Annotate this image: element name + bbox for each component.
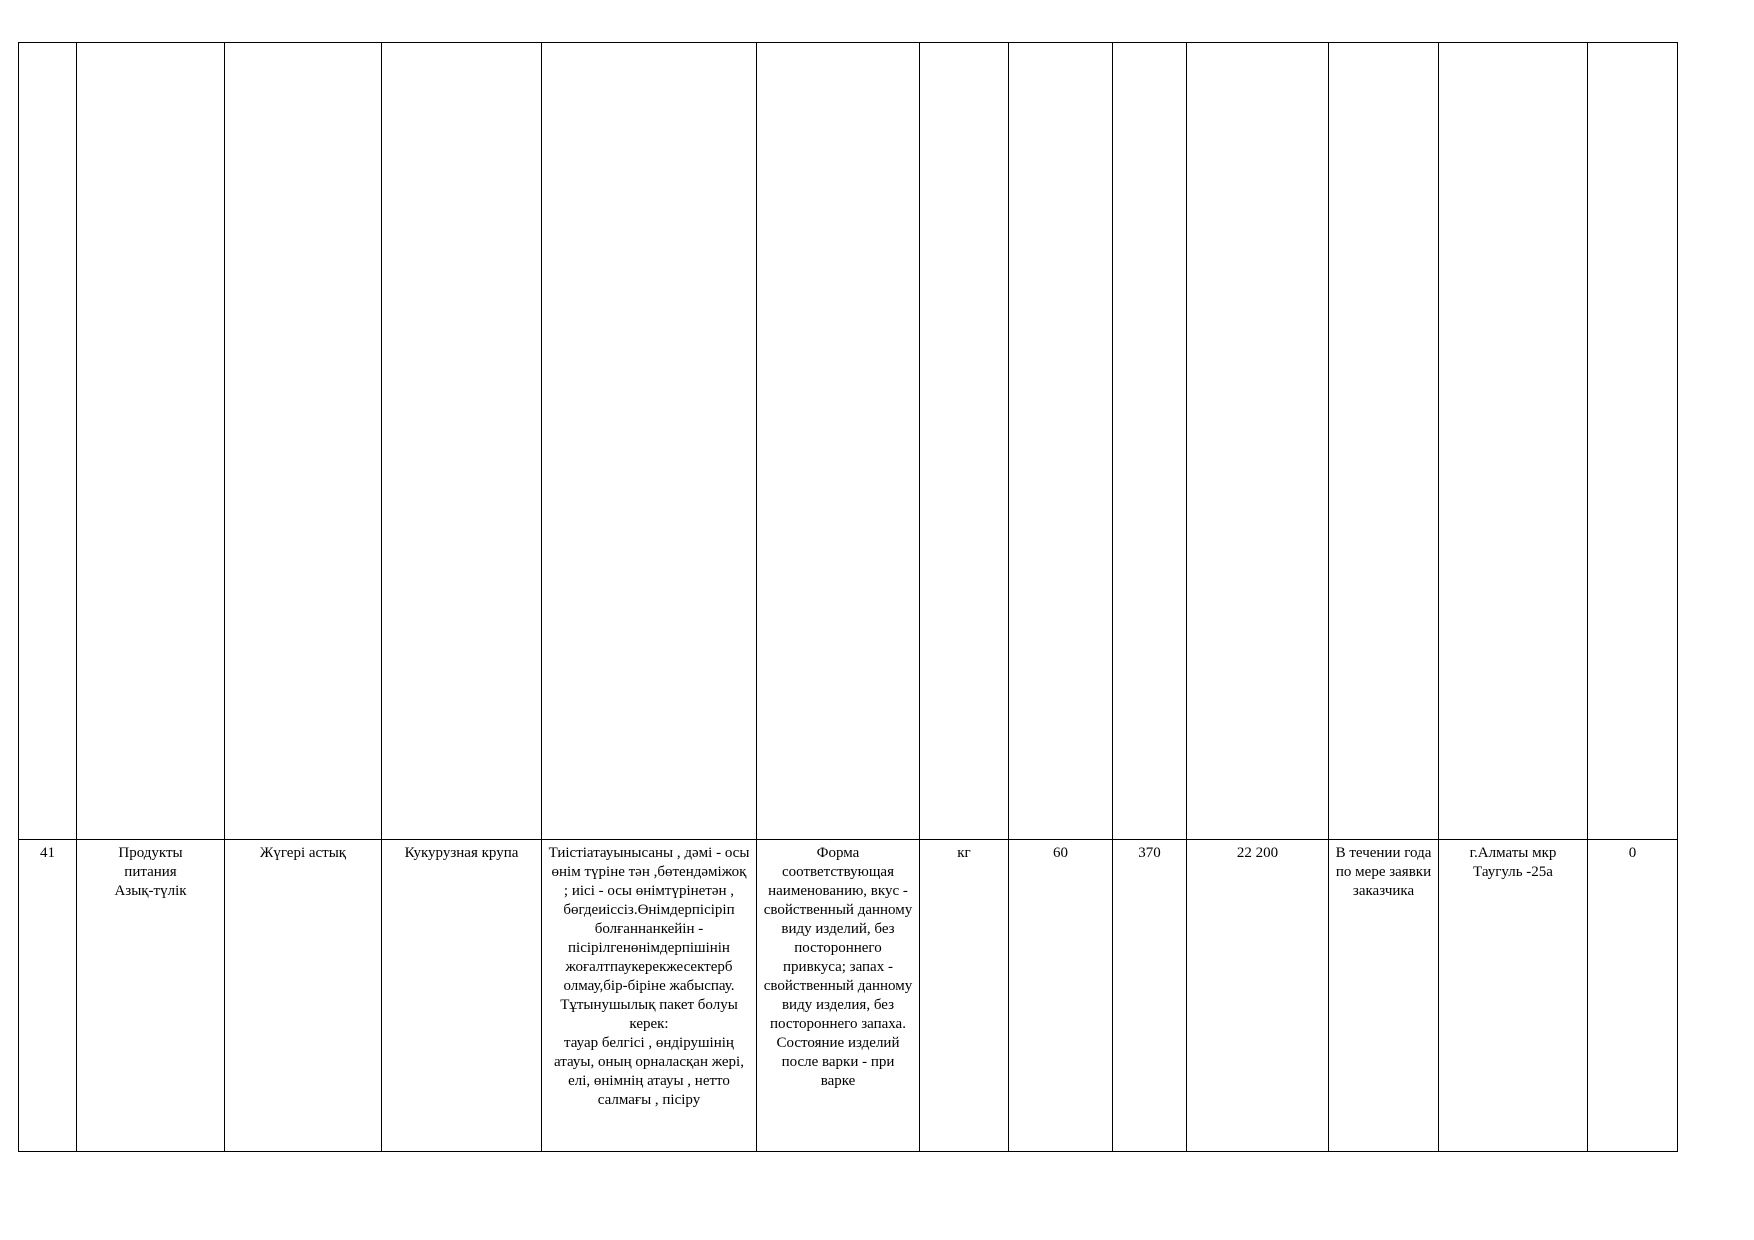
table-cell-empty xyxy=(1009,43,1113,840)
table-cell-empty xyxy=(77,43,225,840)
category-cell xyxy=(77,840,225,1152)
price: 370 xyxy=(1138,845,1161,861)
table-cell-empty xyxy=(1113,43,1187,840)
unit-cell xyxy=(920,840,1009,1152)
table-cell-empty xyxy=(382,43,542,840)
row-number: 41 xyxy=(40,845,55,861)
price-cell xyxy=(1113,840,1187,1152)
unit: кг xyxy=(957,845,971,861)
name-kz-cell xyxy=(225,840,382,1152)
name-ru-cell xyxy=(382,840,542,1152)
table-cell-empty xyxy=(920,43,1009,840)
spec-kz-cell xyxy=(542,840,757,1152)
spec-kz: Тиістіатауынысаны , дәмі - осы өнім түріне тән ,бөтендәміжоқ ; иісі - осы өнімтүрінетән , бөгдеиіссіз.Өнімдерпісіріп болғаннанкейін - пісірілгенөнімдерпішінін жоғалтпаукерекжесектерб олмау,бір-біріне жабыспау. Тұтынушылық пакет болуы керек: тауар белгісі , өндірушінің атауы, оның орналасқан жері, елі, өнімнің атауы , нетто салмағы , пісіру xyxy=(548,845,750,1108)
place-cell xyxy=(1439,840,1588,1152)
table-cell-empty xyxy=(1439,43,1588,840)
sum-cell xyxy=(1187,840,1329,1152)
sum: 22 200 xyxy=(1236,845,1279,861)
table-cell-empty xyxy=(1329,43,1439,840)
table-cell-empty xyxy=(542,43,757,840)
table-cell-empty xyxy=(225,43,382,840)
table-cell-empty xyxy=(1187,43,1329,840)
table-row xyxy=(19,840,1678,1152)
delivery-term: В течении года по мере заявки заказчика xyxy=(1335,845,1432,899)
name-kz: Жүгері астық xyxy=(259,845,347,861)
term-cell xyxy=(1329,840,1439,1152)
category: Продукты питания Азық-түлік xyxy=(114,845,187,899)
prepayment: 0 xyxy=(1628,845,1637,861)
quantity-cell xyxy=(1009,840,1113,1152)
procurement-table xyxy=(18,42,1678,1152)
table-cell-empty xyxy=(19,43,77,840)
spec-ru: Форма соответствующая наименованию, вкус - свойственный данному виду изделий, без постороннего привкуса; запах - свойственный данному виду изделия, без постороннего запаха. Состояние изделий после варки - при варке xyxy=(763,845,913,1089)
spec-ru-cell xyxy=(757,840,920,1152)
row-number-cell xyxy=(19,840,77,1152)
name-ru: Кукурузная крупа xyxy=(404,845,519,861)
table-row-continued xyxy=(19,43,1678,840)
quantity: 60 xyxy=(1053,845,1068,861)
delivery-place: г.Алматы мкр Таугуль -25а xyxy=(1469,845,1557,880)
prepay-cell xyxy=(1588,840,1678,1152)
table-cell-empty xyxy=(1588,43,1678,840)
table-cell-empty xyxy=(757,43,920,840)
